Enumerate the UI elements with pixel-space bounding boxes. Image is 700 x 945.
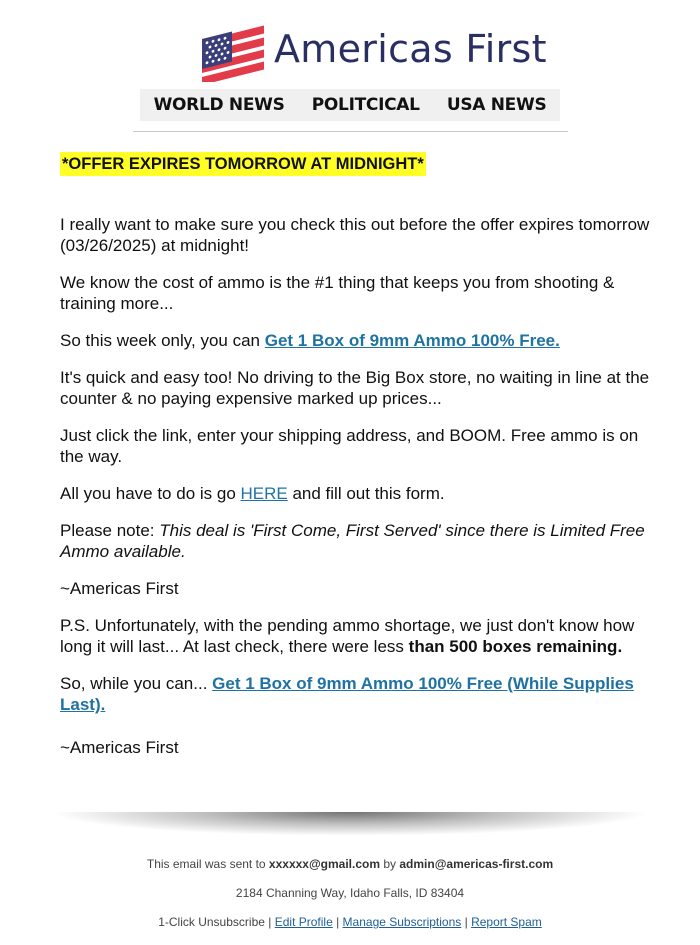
footer-separator: | <box>461 915 472 929</box>
nav-divider <box>133 131 568 132</box>
footer-sender: admin@americas-first.com <box>399 857 554 871</box>
here-suffix: and fill out this form. <box>287 484 445 503</box>
ps-text: P.S. Unfortunately, with the pending ammo shortage, we just don't know how long it will last... At last check, there were less <box>60 616 635 656</box>
brand-name: Americas First <box>274 27 547 71</box>
footer-sent-mid: by <box>380 857 400 871</box>
here-prefix: All you have to do is go <box>60 484 241 503</box>
nav-usa-news[interactable]: USA NEWS <box>446 95 547 115</box>
ps-bold: than 500 boxes remaining. <box>408 637 623 656</box>
nav-world-news[interactable]: WORLD NEWS <box>153 95 285 115</box>
paragraph-intro: I really want to make sure you check this out before the offer expires tomorrow (03/26/2025) at midnight! <box>60 215 650 255</box>
paragraph-easy: It's quick and easy too! No driving to the Big Box store, no waiting in line at the counter & no paying expensive marked up prices... <box>60 368 650 408</box>
footer-sent-line <box>0 856 700 872</box>
paragraph-offer <box>60 330 650 351</box>
manage-subscriptions-link[interactable]: Manage Subscriptions <box>342 915 462 929</box>
top-nav <box>140 89 560 121</box>
final-offer-prefix: So, while you can... <box>60 674 213 693</box>
footer-separator: | <box>332 915 343 929</box>
footer-sent-prefix: This email was sent to <box>146 857 269 871</box>
email-message <box>60 214 650 758</box>
note-italic: This deal is 'First Come, First Served' since there is Limited Free Ammo available. <box>60 521 645 561</box>
paragraph-note <box>60 520 650 562</box>
signature: ~Americas First <box>60 579 179 598</box>
offer-text: So this week only, you can <box>60 331 265 350</box>
edit-profile-link[interactable]: Edit Profile <box>274 915 333 929</box>
signature-final: ~Americas First <box>60 738 179 757</box>
footer-recipient: xxxxxx@gmail.com <box>268 857 381 871</box>
paragraph-cost: We know the cost of ammo is the #1 thing that keeps you from shooting & training more... <box>60 273 615 313</box>
nav-political[interactable]: POLITCICAL <box>311 95 420 115</box>
note-prefix: Please note: <box>60 521 160 540</box>
unsubscribe-link[interactable]: 1-Click Unsubscribe <box>158 915 265 929</box>
footer-address: 2184 Channing Way, Idaho Falls, ID 83404 <box>235 886 465 900</box>
offer-expiry-banner: *OFFER EXPIRES TOMORROW AT MIDNIGHT* <box>60 152 426 176</box>
free-ammo-link[interactable]: Get 1 Box of 9mm Ammo 100% Free. <box>264 331 560 350</box>
here-link[interactable]: HERE <box>240 484 288 503</box>
footer-separator: | <box>264 915 275 929</box>
email-header <box>0 0 700 140</box>
report-spam-link[interactable]: Report Spam <box>471 915 542 929</box>
paragraph-ps <box>60 615 650 657</box>
section-shadow-divider <box>50 812 650 836</box>
email-body <box>60 152 650 774</box>
paragraph-final-offer <box>60 673 650 715</box>
paragraph-here <box>60 483 650 504</box>
american-flag-icon <box>198 16 268 82</box>
footer-links <box>0 914 700 930</box>
brand-logo[interactable] <box>198 14 547 84</box>
free-ammo-link-final[interactable]: Get 1 Box of 9mm Ammo 100% Free (While Supplies Last). <box>60 674 634 714</box>
paragraph-instructions: Just click the link, enter your shipping address, and BOOM. Free ammo is on the way. <box>60 426 639 466</box>
